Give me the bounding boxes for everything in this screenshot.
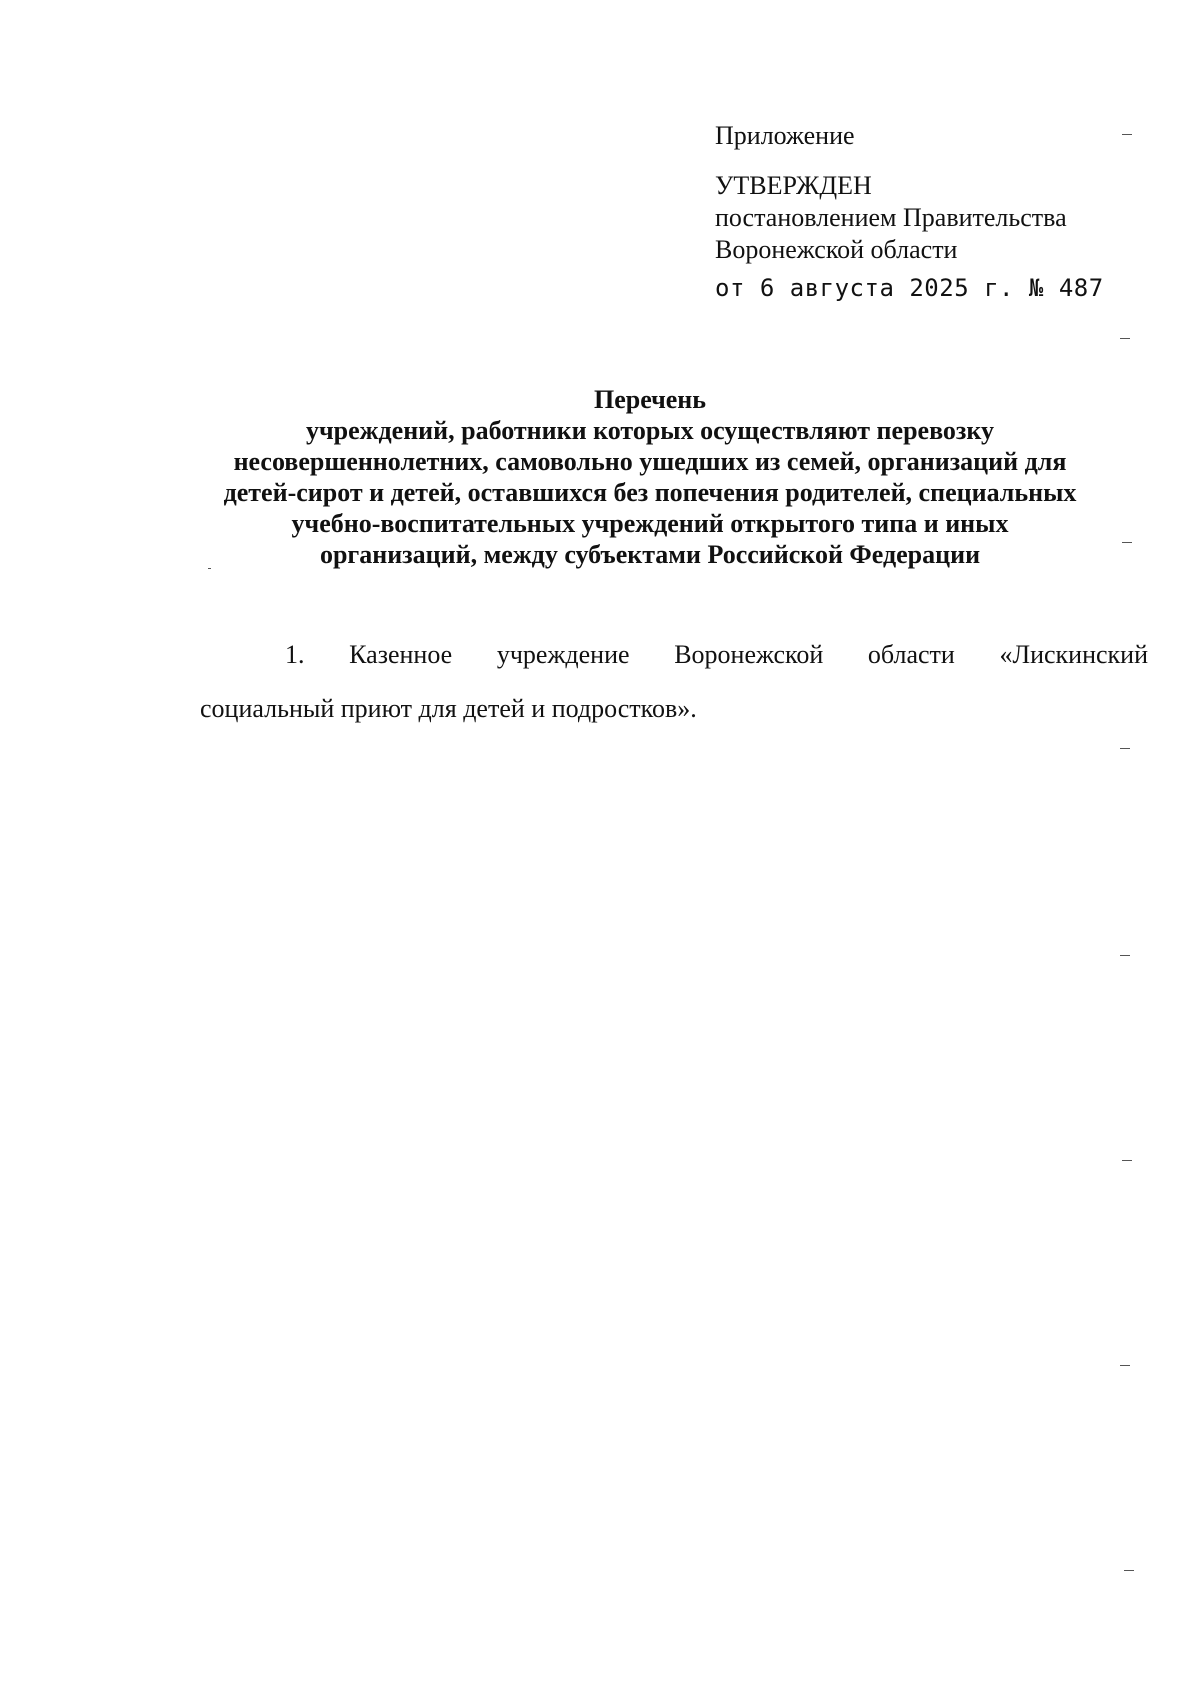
list-item-rest: социальный приют для детей и подростков». [200, 694, 697, 723]
scan-mark [1120, 338, 1130, 342]
date-number-stamp: от 6 августа 2025 г. № 487 [715, 274, 1104, 302]
title-line-6: организаций, между субъектами Российской Федерации [319, 540, 981, 569]
title-line-2: учреждений, работники которых осуществляют перевозку [305, 416, 994, 445]
scan-mark [1122, 1160, 1132, 1164]
scan-mark [1122, 134, 1132, 138]
approval-block [715, 120, 1155, 304]
approved-label: УТВЕРЖДЕН [715, 171, 872, 200]
list-item-number: 1. [285, 640, 305, 669]
document-body [200, 628, 1148, 736]
title-line-3: несовершеннолетних, самовольно ушедших из семей, организаций для [233, 447, 1067, 476]
document-title [150, 384, 1150, 570]
scan-mark [1122, 542, 1132, 546]
title-line-1: Перечень [593, 385, 707, 414]
list-item [200, 628, 1148, 736]
title-line-5: учебно-воспитательных учреждений открытого типа и иных [291, 509, 1009, 538]
scan-mark [1120, 955, 1130, 959]
scan-mark [1120, 748, 1130, 752]
annex-label: Приложение [715, 121, 855, 150]
scan-mark [1124, 1570, 1134, 1574]
approved-by-line-1: постановлением Правительства [715, 203, 1067, 232]
scan-mark [1120, 1365, 1130, 1369]
approved-by-line-2: Воронежской области [715, 235, 958, 264]
title-line-4: детей-сирот и детей, оставшихся без попечения родителей, специальных [223, 478, 1077, 507]
list-item-first-line: Казенное учреждение Воронежской области «Лискинский [349, 640, 1148, 669]
scan-mark [208, 568, 211, 572]
